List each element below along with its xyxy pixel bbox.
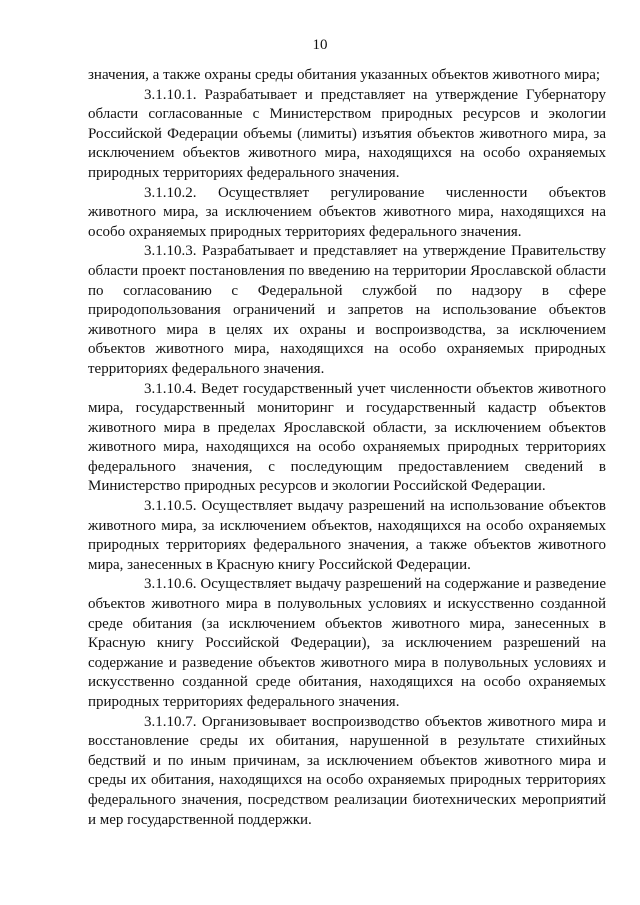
document-body: [88, 66, 606, 830]
paragraph: 3.1.10.5. Осуществляет выдачу разрешений на использование объектов животного мира, за исключением объектов, находящихся на особо охраняемых природных территориях федерального значения, а также объектов животного мира, занесенных в Красную книгу Российской Федерации.: [88, 498, 606, 573]
paragraph: 3.1.10.6. Осуществляет выдачу разрешений на содержание и разведение объектов животного мира в полувольных условиях и искусственно созданной среде обитания (за исключением объектов животного мира, занесенных в Красную книгу Российской Федерации), за исключением разрешений на содержание и разведение объектов животного мира в полувольных условиях и искусственно созданной среде обитания, находящихся на особо охраняемых природных территориях федерального значения.: [88, 576, 606, 710]
paragraph: 3.1.10.3. Разрабатывает и представляет на утверждение Правительству области проект постановления по введению на территории Ярославской области по согласованию с Федеральной службой по надзору в сфере природопользования ограничений и запретов на использование объектов животного мира в целях их охраны и воспроизводства, за исключением объектов животного мира, находящихся на особо охраняемых природных территориях федерального значения.: [88, 243, 606, 377]
paragraph: 3.1.10.2. Осуществляет регулирование численности объектов животного мира, за исключением объектов животного мира, находящихся на особо охраняемых природных территориях федерального значения.: [88, 184, 606, 240]
paragraph: 3.1.10.7. Организовывает воспроизводство объектов животного мира и восстановление среды их обитания, нарушенной в результате стихийных бедствий и по иным причинам, за исключением объектов животного мира и среды их обитания, находящихся на особо охраняемых природных территориях федерального значения, посредством реализации биотехнических мероприятий и мер государственной поддержки.: [88, 713, 606, 828]
paragraph: 3.1.10.4. Ведет государственный учет численности объектов животного мира, государственный мониторинг и государственный кадастр объектов животного мира в пределах Ярославской области, за исключением объектов животного мира, находящихся на особо охраняемых природных территориях федерального значения, с последующим предоставлением сведений в Министерство природных ресурсов и экологии Российской Федерации.: [88, 380, 606, 495]
page-number: 10: [312, 37, 328, 53]
paragraph: 3.1.10.1. Разрабатывает и представляет на утверждение Губернатору области согласованные с Министерством природных ресурсов и экологии Российской Федерации объемы (лимиты) изъятия объектов животного мира, за исключением объектов животного мира, находящихся на особо охраняемых природных территориях федерального значения.: [88, 86, 606, 181]
paragraph: значения, а также охраны среды обитания указанных объектов животного мира;: [88, 67, 601, 83]
